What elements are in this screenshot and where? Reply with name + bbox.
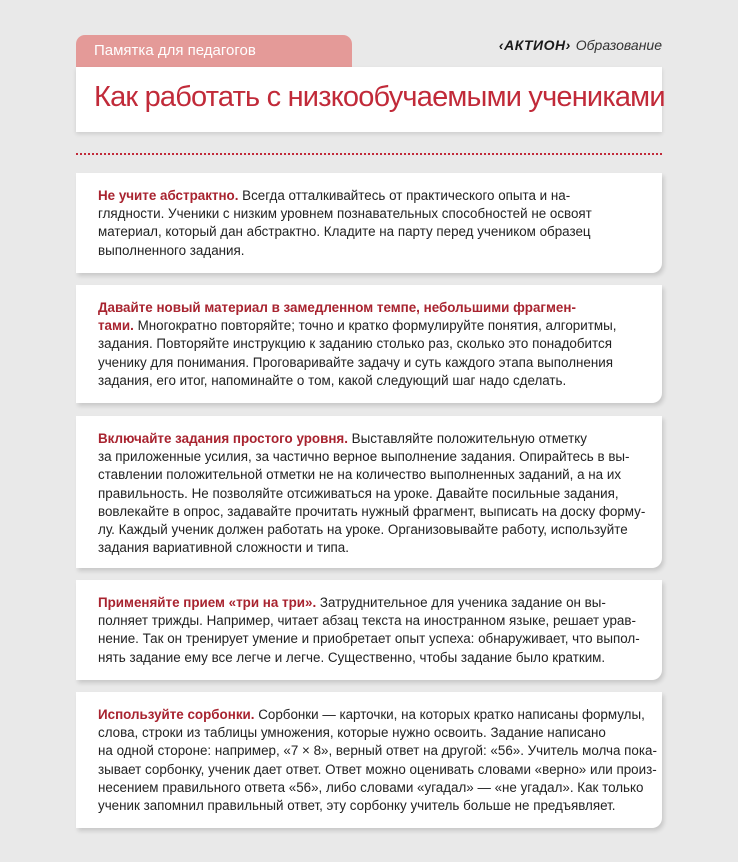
title-box (76, 67, 665, 132)
tip-card-4 (76, 580, 662, 680)
tip-line (98, 317, 642, 335)
tip-lead: Не учите абстрактно. (98, 188, 239, 203)
tip-line: вовлекайте в опрос, задавайте прочитать нужный фрагмент, выписать на доску форму- (98, 503, 646, 519)
tip-text: Всегда отталкивайтесь от практического опыта и на- (238, 188, 571, 203)
page-title: Как работать с низкообучаемыми учениками (94, 81, 665, 113)
brand-name: ‹АКТИОН› (498, 37, 571, 53)
tip-text: Сорбонки — карточки, на которых кратко написаны формулы, (254, 707, 645, 722)
tip-line (98, 187, 642, 205)
tip-line: несением правильного ответа «56», либо словами «угадал» — «не угадал». Как только (98, 779, 644, 795)
tip-line: задания вариативной сложности и типа. (98, 540, 349, 556)
tip-line: правильность. Не позволяйте отсиживаться на уроке. Давайте посильные задания, (98, 485, 619, 501)
brand-subtitle: Образование (575, 37, 662, 53)
tip-lead: тами. (98, 318, 134, 334)
tip-line: зывает сорбонку, ученик дает ответ. Ответ можно оценивать словами «верно» или произ- (98, 761, 657, 777)
tip-text: Затруднительное для ученика задание он вы- (316, 595, 606, 610)
tip-card-1 (76, 173, 662, 273)
tip-line: задания. Повторяйте инструкцию к заданию столько раз, сколько это понадобится (98, 336, 612, 352)
tip-lead: Давайте новый материал в замедленном темпе, небольшими фрагмен- (98, 300, 576, 315)
tip-card-3 (76, 416, 662, 568)
dotted-divider (76, 153, 662, 155)
tip-line: задания, его итог, напоминайте о том, какой следующий шаг надо сделать. (98, 372, 567, 388)
tip-card-5 (76, 692, 662, 828)
tip-lead: Применяйте прием «три на три». (98, 595, 317, 610)
tip-line: ученику для понимания. Проговаривайте задачу и суть каждого этапа выполнения (98, 354, 613, 370)
tip-line (98, 594, 642, 612)
tip-card-2 (76, 285, 662, 403)
tip-line: глядности. Ученики с низким уровнем познавательных способностей не освоят (98, 206, 592, 222)
tip-line: за приложенные усилия, за частично верное выполнение задания. Опирайтесь в вы- (98, 449, 630, 465)
brand-logo (499, 37, 662, 53)
tip-lead: Используйте сорбонки. (98, 707, 255, 722)
tip-line (98, 706, 645, 724)
tip-line: полняет трижды. Например, читает абзац текста на иностранном языке, решает урав- (98, 613, 636, 629)
tip-text: Многократно повторяйте; точно и кратко формулируйте понятия, алгоритмы, (133, 318, 617, 334)
tip-line: нять задание ему все легче и легче. Существенно, чтобы задание было кратким. (98, 649, 606, 665)
tip-line: слова, строки из таблицы умножения, которые нужно освоить. Задание написано (98, 725, 606, 741)
tip-line: выполненного задания. (98, 242, 245, 258)
tip-text: Выставляйте положительную отметку (347, 431, 587, 446)
tip-line: нение. Так он тренирует умение и приобретает опыт успеха: обнаруживает, что выпол- (98, 631, 640, 647)
document-tag: Памятка для педагогов (76, 35, 352, 67)
tip-line (98, 430, 642, 448)
tip-line: лу. Каждый ученик должен работать на уроке. Организовывайте работу, используйте (98, 522, 628, 538)
tip-line: материал, который дан абстрактно. Кладите на парту перед учеником образец (98, 224, 591, 240)
tip-line: на одной стороне: например, «7 × 8», верный ответ на другой: «56». Учитель молча пока- (98, 743, 657, 759)
tip-line: ставлении положительной отметки не на количество выполненных заданий, а на их (98, 467, 622, 483)
tip-line: ученик запомнил правильный ответ, эту сорбонку учитель больше не предъявляет. (98, 798, 616, 814)
tip-lead: Включайте задания простого уровня. (98, 431, 348, 446)
